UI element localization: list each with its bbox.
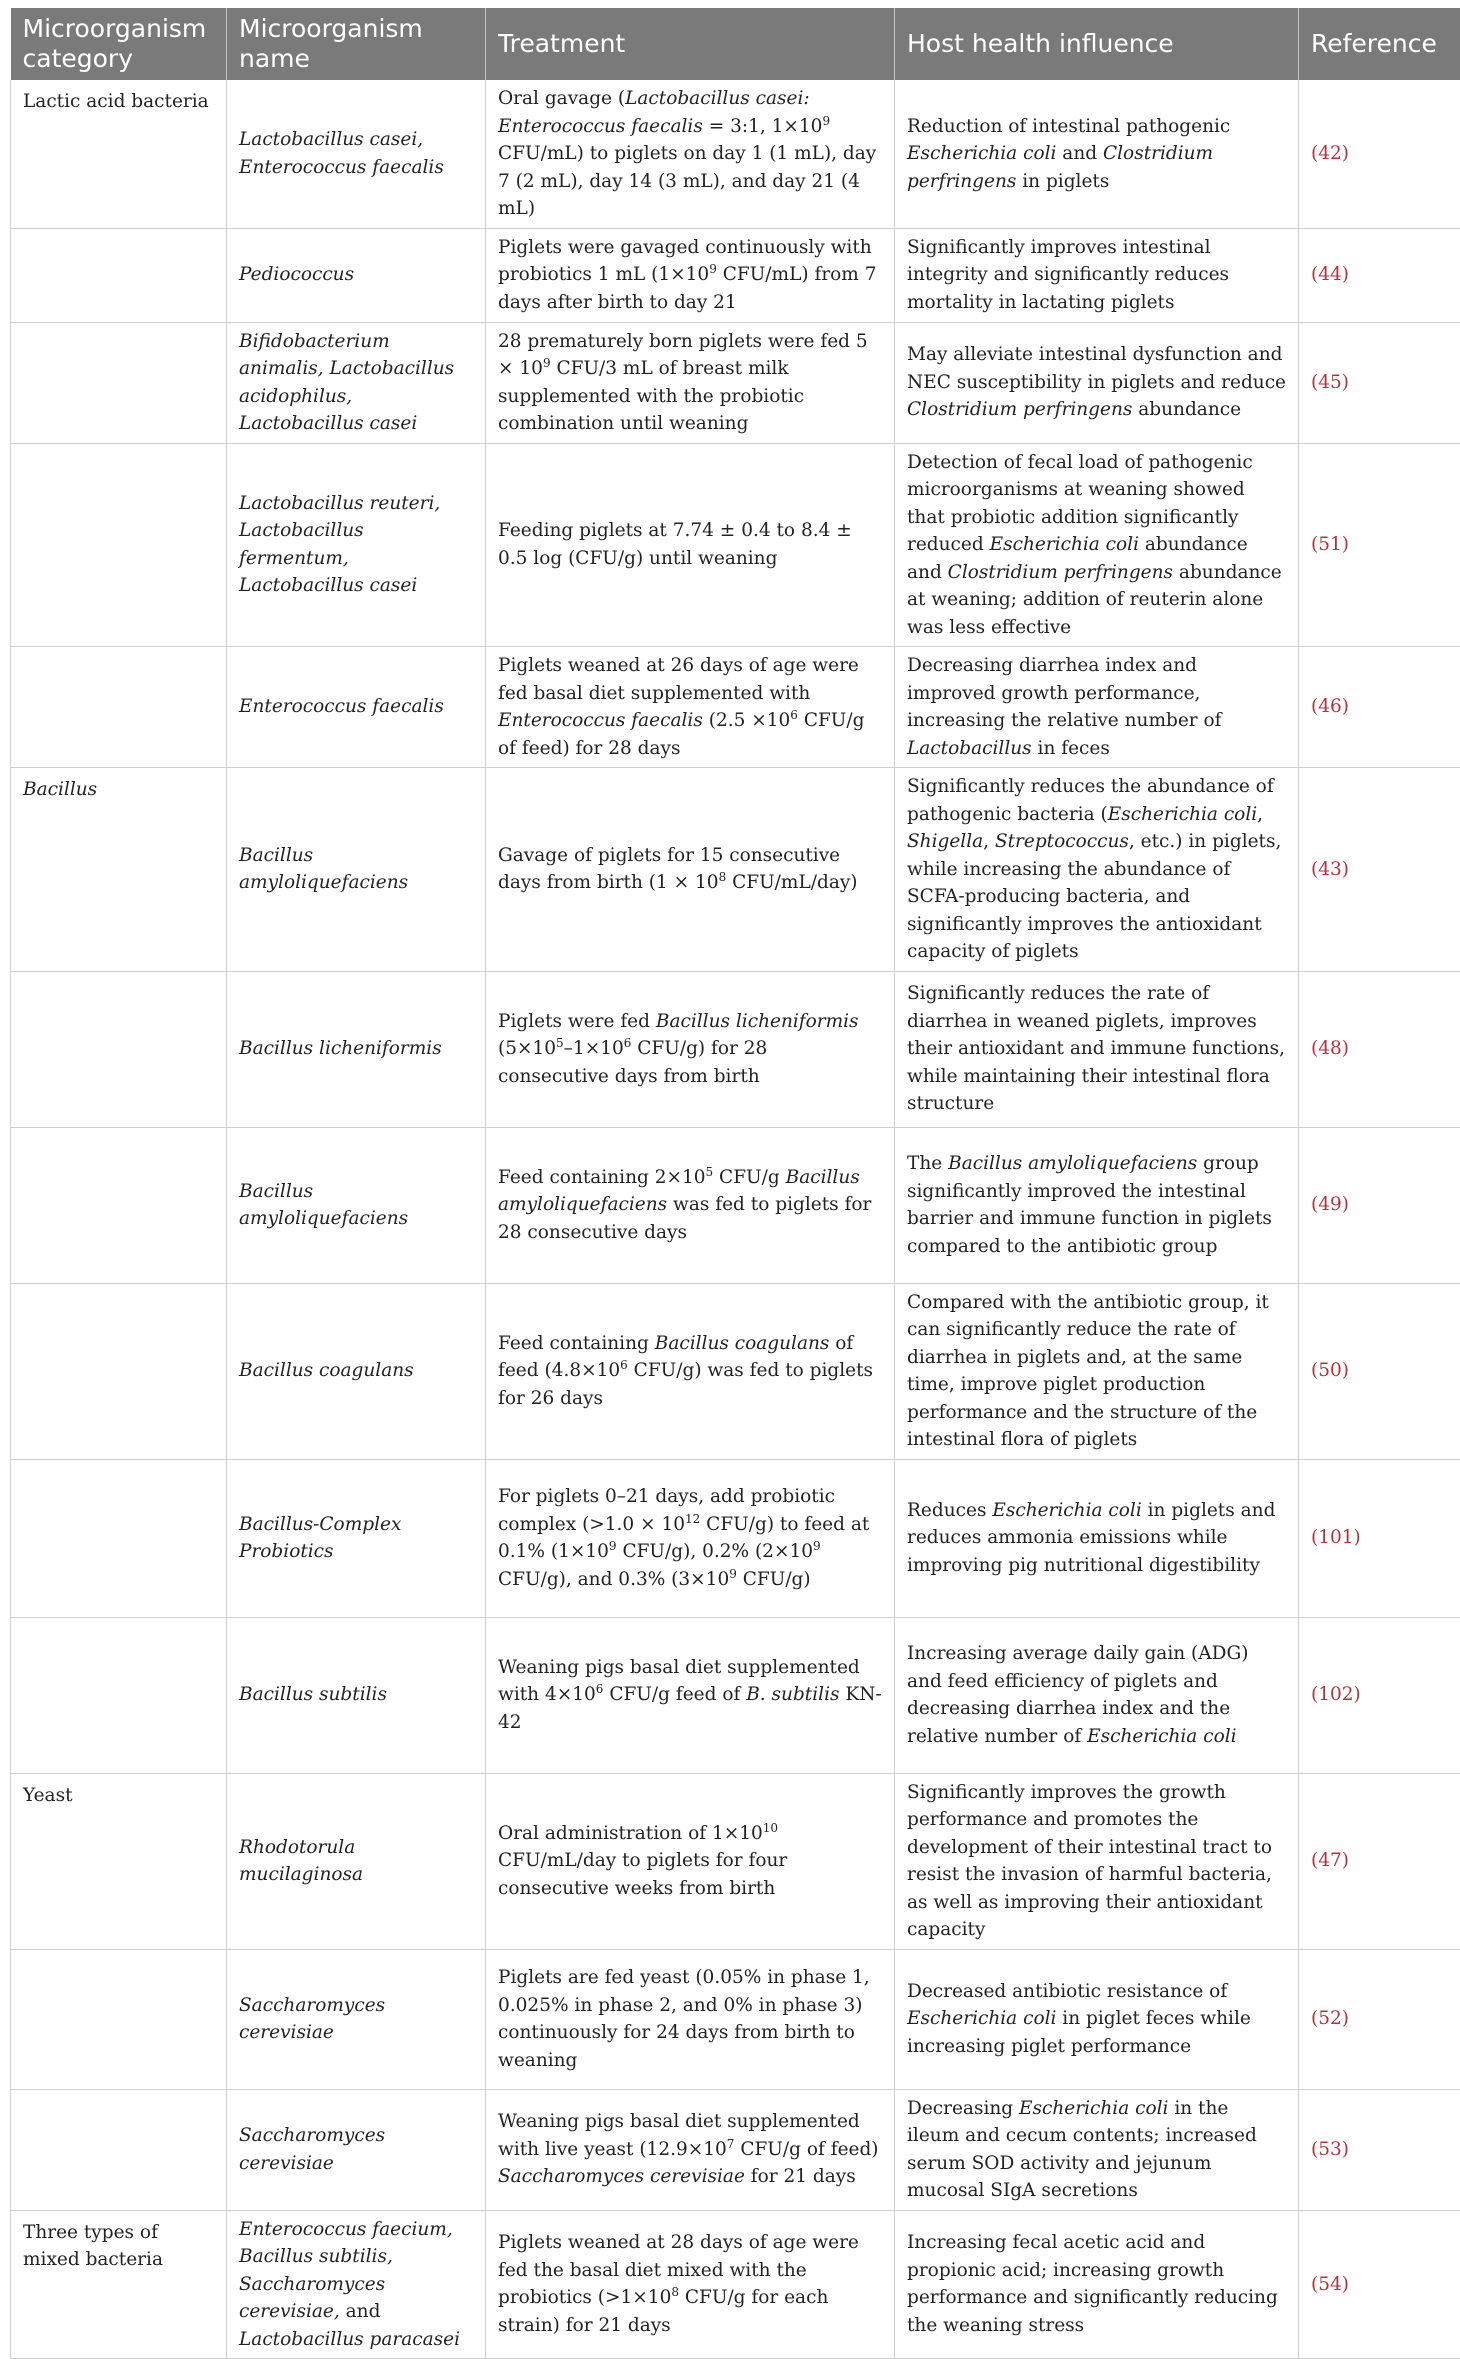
cell-category [11,1617,227,1773]
text-run: CFU/g [713,1167,785,1188]
text-run: Weaning pigs basal diet supplemented with 4×10 [498,1657,860,1706]
text-run: 5 [556,1036,564,1050]
text-run: CFU/mL) to piglets on day 1 (1 mL), day 7 (2 mL), day 14 (3 mL), and day 21 (4 mL) [498,143,876,219]
cell-microorganism-name: Bacillus subtilis [227,1617,486,1773]
table-row [11,228,1460,322]
cell-category [11,443,227,647]
text-run: 9 [543,356,551,370]
text-run: of feed (4.8×10 [498,1333,853,1382]
text-run: in the ileum and cecum contents; increased serum SOD activity and jejunum mucosal SIgA secretions [907,2098,1257,2202]
cell-treatment [486,80,895,228]
text-run: Reduction of intestinal pathogenic [907,116,1230,137]
table-row [11,1127,1460,1283]
cell-treatment [486,322,895,443]
cell-treatment [486,971,895,1127]
text-run: Feeding piglets at 7.74 ± 0.4 to 8.4 ± 0.5 log (CFU/g) until weaning [498,520,852,569]
table-row [11,80,1460,228]
text-run: Escherichia coli [992,1500,1141,1521]
text-run: Piglets weaned at 28 days of age were fed the basal diet mixed with the probiotics (>1×10 [498,2232,859,2308]
cell-host-health-influence [895,768,1299,972]
cell-category: Three types of mixed bacteria [11,2210,227,2359]
text-run: CFU/mL) from 7 days after birth to day 21 [498,264,877,313]
cell-category [11,322,227,443]
text-run: Escherichia coli [1108,804,1257,825]
table-row [11,768,1460,972]
text-run: Escherichia coli [1087,1726,1236,1747]
header-name: Microorganism name [227,8,486,80]
text-run: 6 [624,1036,632,1050]
text-run: 9 [822,113,830,127]
text-run: Clostridium perfringens [948,562,1173,583]
cell-host-health-influence [895,2089,1299,2210]
text-run: 12 [685,1511,700,1525]
cell-reference-link[interactable]: (48) [1299,971,1460,1127]
cell-category: Bacillus [11,768,227,972]
table-row [11,1617,1460,1773]
text-run: Oral administration of 1×10 [498,1823,763,1844]
text-run: Lactobacillus paracasei [239,2329,460,2350]
text-run: Escherichia coli [990,534,1139,555]
text-run: Significantly reduces the rate of diarrhea in weaned piglets, improves their antioxidant and immune functions, while maintaining their intestinal flora structure [907,983,1285,1114]
cell-host-health-influence [895,1459,1299,1617]
text-run: CFU/mL/day) [726,872,857,893]
text-run: Lactobacillus casei: Enterococcus faecalis [498,88,810,137]
text-run: Feed containing [498,1333,655,1354]
cell-host-health-influence [895,1773,1299,1949]
cell-treatment [486,1773,895,1949]
cell-treatment [486,1283,895,1459]
text-run: Bacillus coagulans [655,1333,830,1354]
header-category: Microorganism category [11,8,227,80]
text-run: Significantly improves intestinal integrity and significantly reduces mortality in lactating piglets [907,237,1229,313]
text-run: 6 [596,1682,604,1696]
cell-category [11,228,227,322]
cell-microorganism-name: Rhodotorula mucilaginosa [227,1773,486,1949]
text-run: Compared with the antibiotic group, it can significantly reduce the rate of diarrhea in piglets and, at the same time, improve piglet production performance and the structure of the intestinal flora of piglets [907,1292,1269,1451]
cell-category [11,1127,227,1283]
table-row [11,971,1460,1127]
cell-host-health-influence [895,1127,1299,1283]
text-run: KN-42 [498,1684,882,1733]
cell-reference-link[interactable]: (51) [1299,443,1460,647]
text-run: Enterococcus faecalis [498,710,703,731]
cell-host-health-influence [895,80,1299,228]
cell-reference-link[interactable]: (42) [1299,80,1460,228]
text-run: , [983,831,995,852]
text-run: abundance at weaning; addition of reuterin alone was less effective [907,562,1282,638]
text-run: Piglets are fed yeast (0.05% in phase 1, 0.025% in phase 2, and 0% in phase 3) continuously for 24 days from birth to weaning [498,1967,870,2071]
cell-host-health-influence [895,322,1299,443]
text-run: Decreased antibiotic resistance of [907,1981,1227,2002]
text-run: CFU/g) was fed to piglets for 26 days [498,1360,873,1409]
text-run: 6 [620,1358,628,1372]
cell-reference-link[interactable]: (102) [1299,1617,1460,1773]
cell-microorganism-name: Bacillus coagulans [227,1283,486,1459]
text-run: 6 [790,708,798,722]
text-run: Piglets were fed [498,1011,656,1032]
text-run: For piglets 0–21 days, add probiotic complex (>1.0 × 10 [498,1486,835,1535]
cell-microorganism-name: Lactobacillus casei, Enterococcus faecalis [227,80,486,228]
text-run: Bacillus licheniformis [656,1011,859,1032]
header-treatment: Treatment [486,8,895,80]
text-run: CFU/mL/day to piglets for four consecutive weeks from birth [498,1850,787,1899]
cell-reference-link[interactable]: (52) [1299,1949,1460,2089]
cell-microorganism-name: Saccharomyces cerevisiae [227,1949,486,2089]
text-run: Streptococcus [995,831,1129,852]
text-run: CFU/g) for 28 consecutive days from birth [498,1038,767,1087]
table-row [11,443,1460,647]
cell-host-health-influence [895,2210,1299,2359]
text-run: Increasing fecal acetic acid and propionic acid; increasing growth performance and significantly reducing the weaning stress [907,2232,1278,2336]
cell-microorganism-name: Enterococcus faecalis [227,647,486,768]
cell-category [11,1459,227,1617]
cell-reference-link[interactable]: (49) [1299,1127,1460,1283]
cell-reference-link[interactable]: (53) [1299,2089,1460,2210]
cell-host-health-influence [895,228,1299,322]
text-run: CFU/g) [737,1569,811,1590]
table-row [11,322,1460,443]
table-row [11,647,1460,768]
text-run: Decreasing diarrhea index and improved growth performance, increasing the relative number of [907,655,1221,731]
text-run: CFU/3 mL of breast milk supplemented with the probiotic combination until weaning [498,358,804,434]
text-run: CFU/g of feed) [734,2139,878,2160]
text-run: Weaning pigs basal diet supplemented with live yeast (12.9×10 [498,2111,860,2160]
cell-host-health-influence [895,1283,1299,1459]
cell-microorganism-name: Pediococcus [227,228,486,322]
text-run: Piglets weaned at 26 days of age were fed basal diet supplemented with [498,655,859,704]
cell-microorganism-name: Bacillus licheniformis [227,971,486,1127]
cell-microorganism-name: Saccharomyces cerevisiae [227,2089,486,2210]
probiotics-table [10,8,1460,2359]
cell-treatment [486,2210,895,2359]
text-run: Clostridium perfringens [907,399,1132,420]
cell-reference-link[interactable]: (46) [1299,647,1460,768]
text-run: 9 [813,1539,821,1553]
cell-host-health-influence [895,1949,1299,2089]
text-run: = 3:1, 1×10 [703,116,823,137]
text-run: 10 [763,1821,778,1835]
text-run: Bacillus amyloliquefaciens [498,1167,860,1216]
text-run: in piglet feces while increasing piglet performance [907,2008,1251,2057]
cell-reference-link[interactable]: (54) [1299,2210,1460,2359]
text-run: Escherichia coli [907,2008,1056,2029]
cell-category [11,647,227,768]
text-run: Escherichia coli [1019,2098,1168,2119]
text-run: Escherichia coli [907,143,1056,164]
text-run: –1×10 [564,1038,624,1059]
table-header [11,8,1460,80]
table-row [11,1459,1460,1617]
text-run: Saccharomyces cerevisiae [498,2166,745,2187]
table-row [11,1773,1460,1949]
text-run: (2.5 ×10 [703,710,790,731]
text-run: Oral gavage ( [498,88,625,109]
text-run: group significantly improved the intestinal barrier and immune function in piglets compared to the antibiotic group [907,1153,1272,1257]
text-run: 9 [609,1539,617,1553]
text-run: 9 [709,262,717,276]
cell-reference-link[interactable]: (47) [1299,1773,1460,1949]
text-run: Shigella [907,831,983,852]
text-run: B. subtilis [746,1684,839,1705]
cell-host-health-influence [895,647,1299,768]
text-run: , etc.) in piglets, while increasing the abundance of SCFA-producing bacteria, and significantly improves the antioxidant capacity of piglets [907,831,1281,962]
cell-reference-link[interactable]: (43) [1299,768,1460,972]
text-run: Enterococcus faecium, Bacillus subtilis, Saccharomyces cerevisiae, [239,2219,453,2323]
cell-reference-link[interactable]: (50) [1299,1283,1460,1459]
cell-microorganism-name: Lactobacillus reuteri, Lactobacillus fermentum, Lactobacillus casei [227,443,486,647]
text-run: 28 prematurely born piglets were fed 5 × 10 [498,331,868,380]
cell-reference-link[interactable]: (101) [1299,1459,1460,1617]
cell-category [11,1283,227,1459]
text-run: CFU/g), 0.2% (2×10 [617,1541,813,1562]
text-run: CFU/g), and 0.3% (3×10 [498,1569,729,1590]
cell-treatment [486,1617,895,1773]
text-run: Feed containing 2×10 [498,1167,706,1188]
text-run: abundance [1132,399,1241,420]
cell-category [11,2089,227,2210]
text-run: 9 [729,1566,737,1580]
text-run: May alleviate intestinal dysfunction and NEC susceptibility in piglets and reduce [907,344,1286,393]
text-run: in piglets [1016,171,1109,192]
text-run: and [346,2301,381,2322]
cell-host-health-influence [895,971,1299,1127]
text-run: (5×10 [498,1038,556,1059]
cell-treatment [486,2089,895,2210]
header-influence: Host health influence [895,8,1299,80]
text-run: , [1257,804,1263,825]
text-run: Significantly reduces the abundance of pathogenic bacteria ( [907,776,1274,825]
table-row [11,1949,1460,2089]
table-body [11,80,1460,2359]
text-run: 7 [727,2137,735,2151]
cell-reference-link[interactable]: (45) [1299,322,1460,443]
cell-reference-link[interactable]: (44) [1299,228,1460,322]
text-run: 5 [706,1165,714,1179]
cell-category [11,1949,227,2089]
table-row [11,2210,1460,2359]
cell-treatment [486,1127,895,1283]
text-run: Gavage of piglets for 15 consecutive days from birth (1 × 10 [498,845,840,894]
text-run: and [1056,143,1103,164]
text-run: CFU/g feed of [603,1684,746,1705]
cell-treatment [486,768,895,972]
cell-treatment [486,1459,895,1617]
header-row [11,8,1460,80]
cell-treatment [486,443,895,647]
cell-category: Lactic acid bacteria [11,80,227,228]
text-run: Bacillus amyloliquefaciens [948,1153,1197,1174]
text-run: Lactobacillus [907,738,1032,759]
text-run: in piglets and reduces ammonia emissions while improving pig nutritional digestibility [907,1500,1275,1576]
cell-microorganism-name: Bacillus-Complex Probiotics [227,1459,486,1617]
text-run: 8 [719,870,727,884]
cell-treatment [486,1949,895,2089]
cell-microorganism-name [227,2210,486,2359]
cell-microorganism-name: Bacillus amyloliquefaciens [227,768,486,972]
text-run: The [907,1153,948,1174]
cell-category: Yeast [11,1773,227,1949]
text-run: Piglets were gavaged continuously with probiotics 1 mL (1×10 [498,237,872,286]
text-run: was fed to piglets for 28 consecutive days [498,1194,871,1243]
text-run: abundance and [907,534,1248,583]
text-run: Clostridium perfringens [907,143,1213,192]
header-reference: Reference [1299,8,1460,80]
cell-host-health-influence [895,1617,1299,1773]
cell-category [11,971,227,1127]
text-run: Reduces [907,1500,992,1521]
text-run: CFU/g for each strain) for 21 days [498,2287,828,2336]
cell-treatment [486,228,895,322]
text-run: Increasing average daily gain (ADG) and feed efficiency of piglets and decreasing diarrhea index and the relative number of [907,1643,1248,1747]
cell-treatment [486,647,895,768]
text-run: 8 [671,2285,679,2299]
text-run: Decreasing [907,2098,1019,2119]
text-run: in feces [1032,738,1110,759]
text-run: CFU/g) to feed at 0.1% (1×10 [498,1514,869,1563]
text-run: Detection of fecal load of pathogenic microorganisms at weaning showed that probiotic addition significantly reduced [907,452,1253,556]
cell-microorganism-name: Bacillus amyloliquefaciens [227,1127,486,1283]
table-row [11,1283,1460,1459]
cell-microorganism-name: Bifidobacterium animalis, Lactobacillus acidophilus, Lactobacillus casei [227,322,486,443]
text-run: CFU/g of feed) for 28 days [498,710,864,759]
table-row [11,2089,1460,2210]
text-run: Significantly improves the growth performance and promotes the development of their intestinal tract to resist the invasion of harmful bacteria, as well as improving their antioxidant capacity [907,1782,1272,1941]
cell-host-health-influence [895,443,1299,647]
text-run: for 21 days [745,2166,856,2187]
